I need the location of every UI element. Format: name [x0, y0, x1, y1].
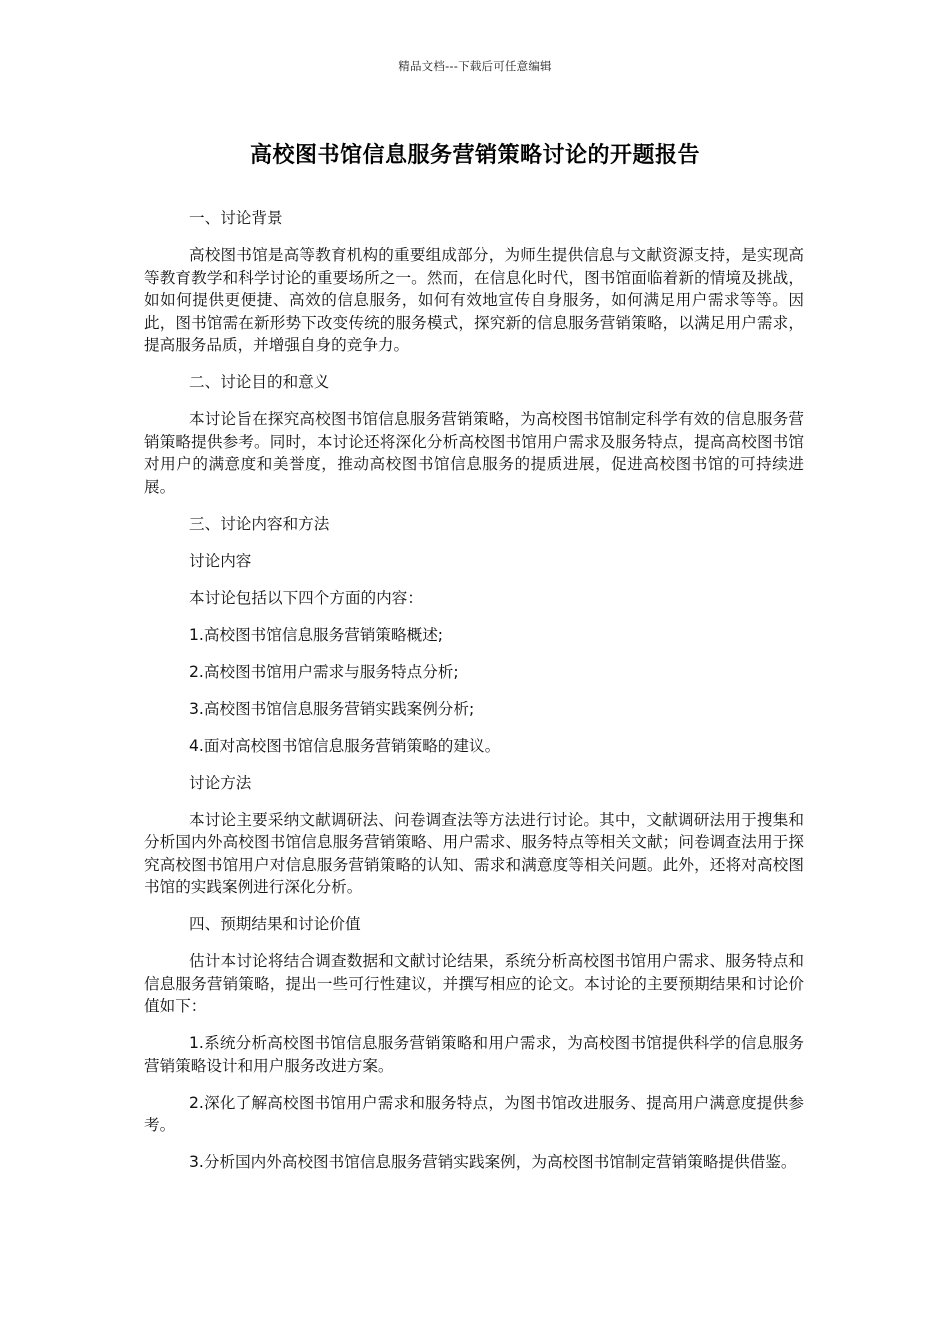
- methods-paragraph: 本讨论主要采纳文献调研法、问卷调查法等方法进行讨论。其中，文献调研法用于搜集和分析国内外高校图书馆信息服务营销策略、用户需求、服务特点等相关文献；问卷调查法用于探究高校图书馆用户对信息服务营销策略的认知、需求和满意度等相关问题。此外，还将对高校图书馆的实践案例进行深化分析。: [144, 810, 804, 896]
- page-header: 精品文档---下载后可任意编辑: [398, 59, 552, 73]
- section-heading-results: 四、预期结果和讨论价值: [189, 915, 361, 933]
- section-heading-background: 一、讨论背景: [189, 209, 283, 227]
- subheading-methods: 讨论方法: [189, 773, 252, 792]
- section-heading-purpose: 二、讨论目的和意义: [189, 373, 330, 391]
- content-intro: 本讨论包括以下四个方面的内容：: [189, 588, 423, 607]
- results-paragraph: 估计本讨论将结合调查数据和文献讨论结果，系统分析高校图书馆用户需求、服务特点和信息服务营销策略，提出一些可行性建议，并撰写相应的论文。本讨论的主要预期结果和讨论价值如下：: [144, 952, 804, 1015]
- content-item-3: 3.高校图书馆信息服务营销实践案例分析;: [189, 699, 475, 718]
- content-item-4: 4.面对高校图书馆信息服务营销策略的建议。: [189, 736, 501, 755]
- result-item-3: 3.分析国内外高校图书馆信息服务营销实践案例，为高校图书馆制定营销策略提供借鉴。: [189, 1153, 797, 1171]
- result-item-2: 2.深化了解高校图书馆用户需求和服务特点，为图书馆改进服务、提高用户满意度提供参考。: [144, 1093, 804, 1134]
- section-heading-content-methods: 三、讨论内容和方法: [189, 514, 330, 533]
- content-item-1: 1.高校图书馆信息服务营销策略概述;: [189, 625, 444, 644]
- purpose-paragraph: 本讨论旨在探究高校图书馆信息服务营销策略，为高校图书馆制定科学有效的信息服务营销策略提供参考。同时，本讨论还将深化分析高校图书馆用户需求及服务特点，提高高校图书馆对用户的满意度和美誉度，推动高校图书馆信息服务的提质进展，促进高校图书馆的可持续进展。: [144, 410, 804, 496]
- content-item-2: 2.高校图书馆用户需求与服务特点分析;: [189, 662, 459, 681]
- document-body: [144, 207, 804, 1188]
- background-paragraph: 高校图书馆是高等教育机构的重要组成部分，为师生提供信息与文献资源支持，是实现高等教育教学和科学讨论的重要场所之一。然而，在信息化时代，图书馆面临着新的情境及挑战，如如何提供更便捷、高效的信息服务，如何有效地宣传自身服务，如何满足用户需求等等。因此，图书馆需在新形势下改变传统的服务模式，探究新的信息服务营销策略，以满足用户需求，提高服务品质，并增强自身的竞争力。: [144, 246, 804, 354]
- subheading-content: 讨论内容: [189, 551, 252, 570]
- result-item-1: 1.系统分析高校图书馆信息服务营销策略和用户需求，为高校图书馆提供科学的信息服务营销策略设计和用户服务改进方案。: [144, 1034, 804, 1075]
- document-title: 高校图书馆信息服务营销策略讨论的开题报告: [249, 143, 700, 168]
